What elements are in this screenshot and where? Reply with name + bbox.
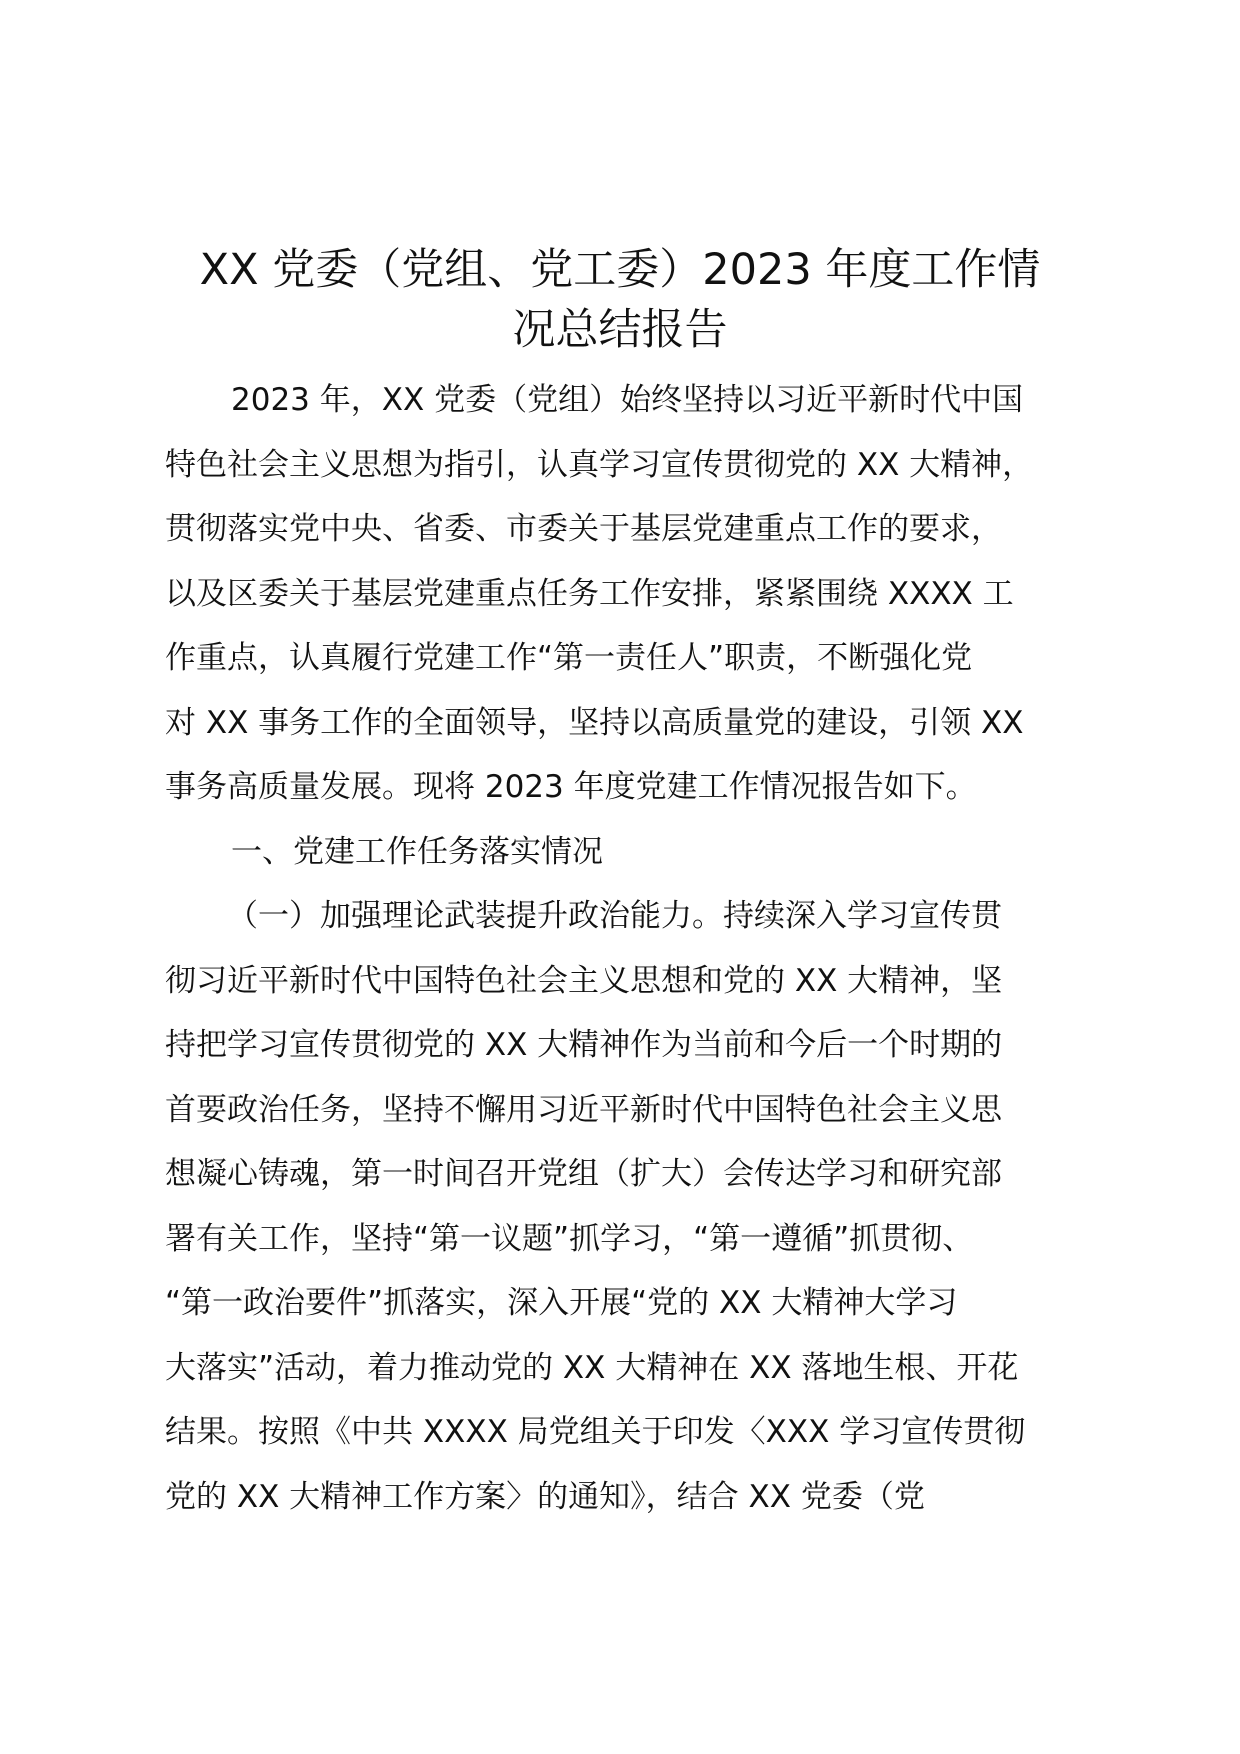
paragraph-line: 以及区委关于基层党建重点任务工作安排，紧紧围绕 XXXX 工 xyxy=(165,575,1014,612)
document-title xyxy=(150,240,1090,360)
paragraph-line: 署有关工作，坚持“第一议题”抓学习，“第一遵循”抓贯彻、 xyxy=(165,1220,974,1257)
paragraph-line: 首要政治任务，坚持不懈用习近平新时代中国特色社会主义思 xyxy=(165,1091,1002,1128)
paragraph-line: 特色社会主义思想为指引，认真学习宣传贯彻党的 XX 大精神， xyxy=(165,446,1034,483)
title-line-1: XX 党委（党组、党工委）2023 年度工作情 xyxy=(199,245,1041,295)
paragraph-line: 持把学习宣传贯彻党的 XX 大精神作为当前和今后一个时期的 xyxy=(165,1027,1003,1063)
paragraph-line: 对 XX 事务工作的全面领导，坚持以高质量党的建设，引领 XX xyxy=(165,704,1024,741)
subsection-line: （一）加强理论武装提升政治能力。持续深入学习宣传贯 xyxy=(227,898,1002,934)
paragraph-line: “第一政治要件”抓落实，深入开展“党的 XX 大精神大学习 xyxy=(165,1285,958,1321)
paragraph-line: 彻习近平新时代中国特色社会主义思想和党的 XX 大精神，坚 xyxy=(165,962,1003,999)
paragraph-line: 党的 XX 大精神工作方案〉的通知》，结合 XX 党委（党 xyxy=(165,1478,925,1515)
paragraph-line: 事务高质量发展。现将 2023 年度党建工作情况报告如下。 xyxy=(165,769,977,805)
document-body xyxy=(165,368,1105,1529)
paragraph-line: 2023 年，XX 党委（党组）始终坚持以习近平新时代中国 xyxy=(231,382,1024,418)
paragraph-line: 作重点，认真履行党建工作“第一责任人”职责，不断强化党 xyxy=(165,640,973,676)
paragraph-line: 大落实”活动，着力推动党的 XX 大精神在 XX 落地生根、开花 xyxy=(165,1349,1019,1386)
paragraph-line: 想凝心铸魂，第一时间召开党组（扩大）会传达学习和研究部 xyxy=(165,1156,1002,1192)
section-heading: 一、党建工作任务落实情况 xyxy=(231,833,603,870)
paragraph-line: 结果。按照《中共 XXXX 局党组关于印发〈XXX 学习宣传贯彻 xyxy=(165,1414,1026,1450)
paragraph-line: 贯彻落实党中央、省委、市委关于基层党建重点工作的要求， xyxy=(165,511,1002,547)
title-line-2: 况总结报告 xyxy=(512,305,728,355)
